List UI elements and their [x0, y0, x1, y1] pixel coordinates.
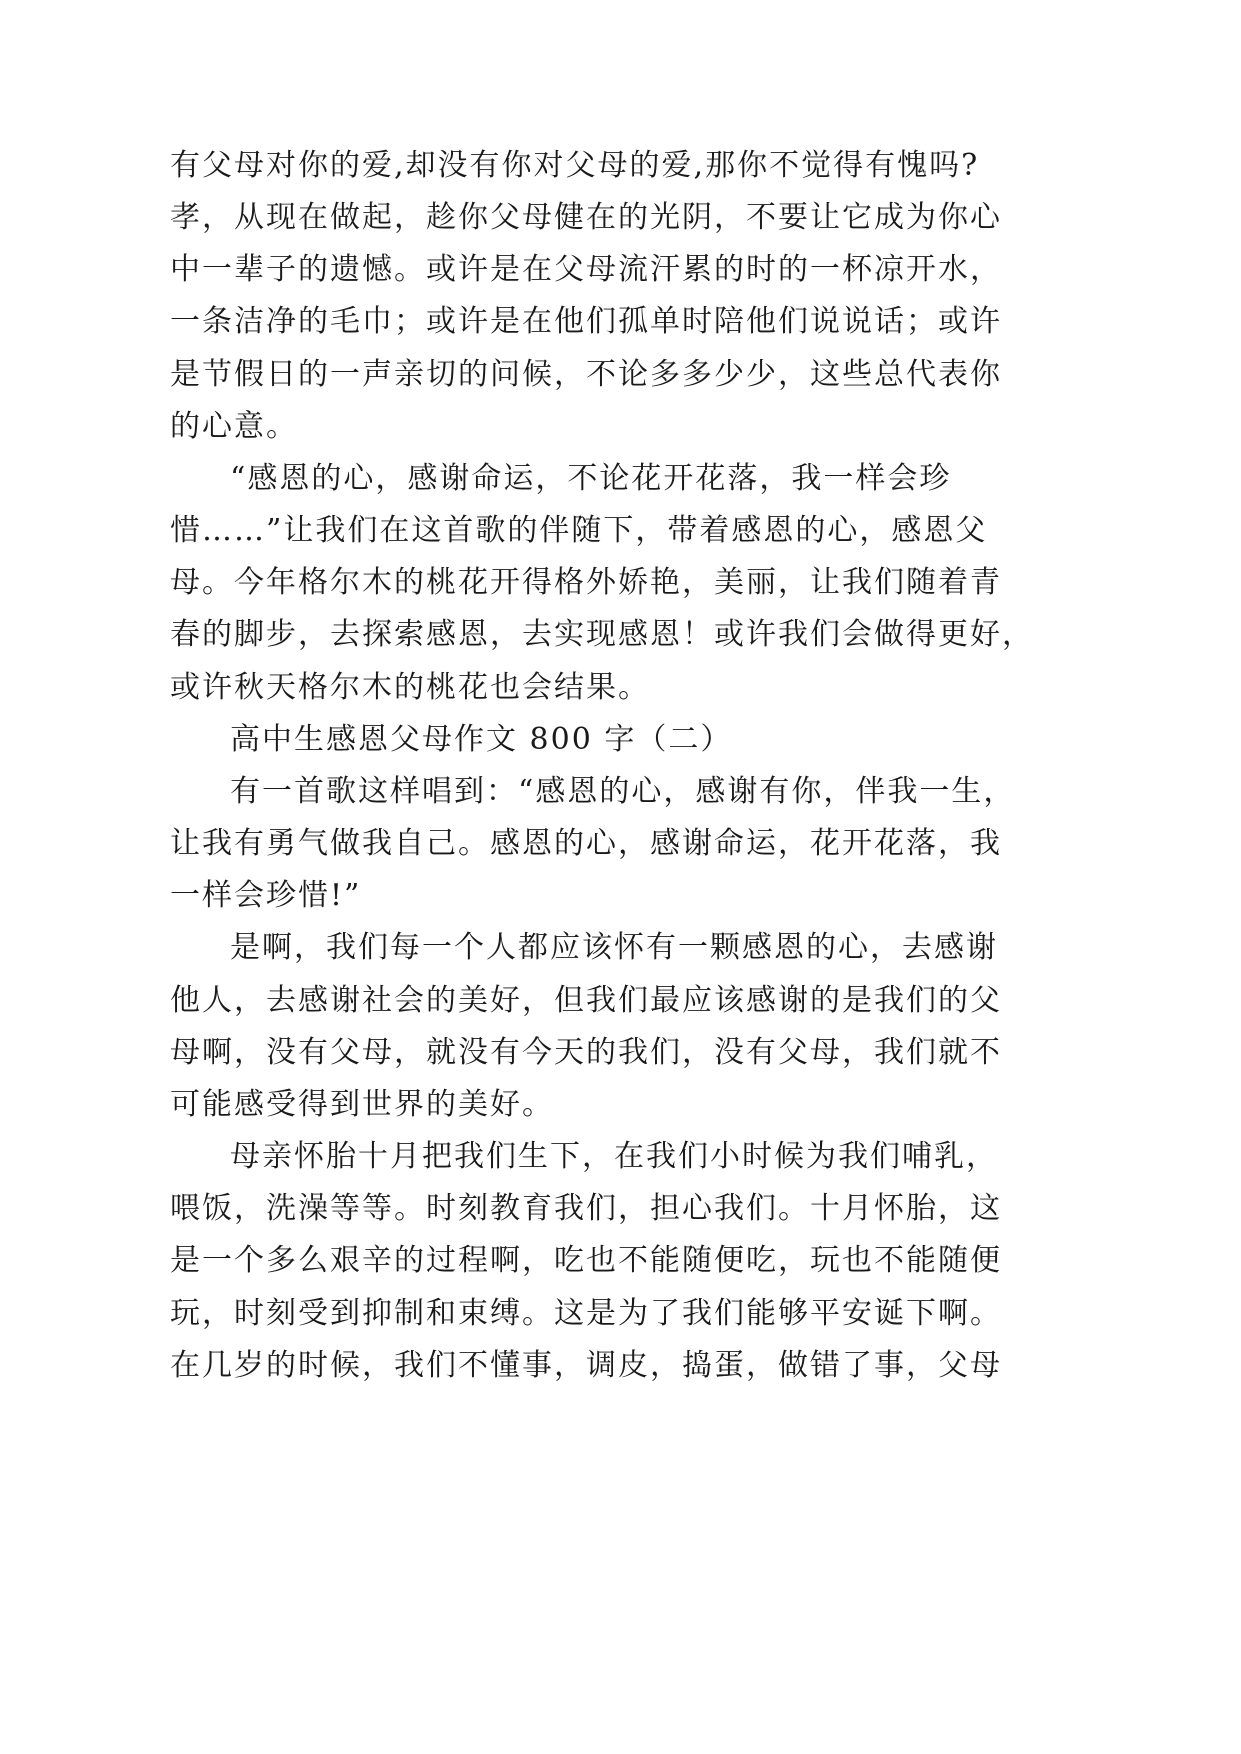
paragraph-line: 孝，从现在做起，趁你父母健在的光阴，不要让它成为你心	[170, 200, 1002, 235]
paragraph-line: 的心意。	[170, 409, 298, 444]
paragraph-line: 母啊，没有父母，就没有今天的我们，没有父母，我们就不	[170, 1035, 1002, 1070]
paragraph-line: 或许秋天格尔木的桃花也会结果。	[170, 670, 650, 705]
paragraph-line: 玩，时刻受到抑制和束缚。这是为了我们能够平安诞下啊。	[170, 1296, 1002, 1331]
paragraph-line: 有一首歌这样唱到：“感恩的心，感谢有你，伴我一生，	[230, 774, 1016, 809]
paragraph-line: “感恩的心，感谢命运，不论花开花落，我一样会珍	[230, 461, 952, 496]
paragraph-line: 母。今年格尔木的桃花开得格外娇艳，美丽，让我们随着青	[170, 565, 1002, 600]
paragraph-line: 可能感受得到世界的美好。	[170, 1087, 554, 1122]
paragraph-line: 让我有勇气做我自己。感恩的心，感谢命运，花开花落，我	[170, 826, 1002, 861]
paragraph-line: 是啊，我们每一个人都应该怀有一颗感恩的心，去感谢	[230, 930, 998, 965]
paragraph-line: 春的脚步，去探索感恩，去实现感恩！或许我们会做得更好，	[170, 617, 1034, 652]
paragraph-line: 是节假日的一声亲切的问候，不论多多少少，这些总代表你	[170, 357, 1002, 392]
paragraph-line: 他人，去感谢社会的美好，但我们最应该感谢的是我们的父	[170, 983, 1002, 1018]
paragraph-line: 有父母对你的爱,却没有你对父母的爱,那你不觉得有愧吗?	[170, 148, 980, 183]
paragraph-line: 一条洁净的毛巾；或许是在他们孤单时陪他们说说话；或许	[170, 304, 1002, 339]
paragraph-line: 在几岁的时候，我们不懂事，调皮，捣蛋，做错了事，父母	[170, 1348, 1002, 1383]
section-heading: 高中生感恩父母作文 800 字（二）	[230, 722, 733, 757]
paragraph-line: 惜……”让我们在这首歌的伴随下，带着感恩的心，感恩父	[170, 513, 988, 548]
paragraph-line: 一样会珍惜!”	[170, 878, 362, 913]
paragraph-line: 是一个多么艰辛的过程啊，吃也不能随便吃，玩也不能随便	[170, 1243, 1002, 1278]
paragraph-line: 喂饭，洗澡等等。时刻教育我们，担心我们。十月怀胎，这	[170, 1191, 1002, 1226]
paragraph-line: 母亲怀胎十月把我们生下，在我们小时候为我们哺乳，	[230, 1139, 998, 1174]
paragraph-line: 中一辈子的遗憾。或许是在父母流汗累的时的一杯凉开水，	[170, 252, 1002, 287]
